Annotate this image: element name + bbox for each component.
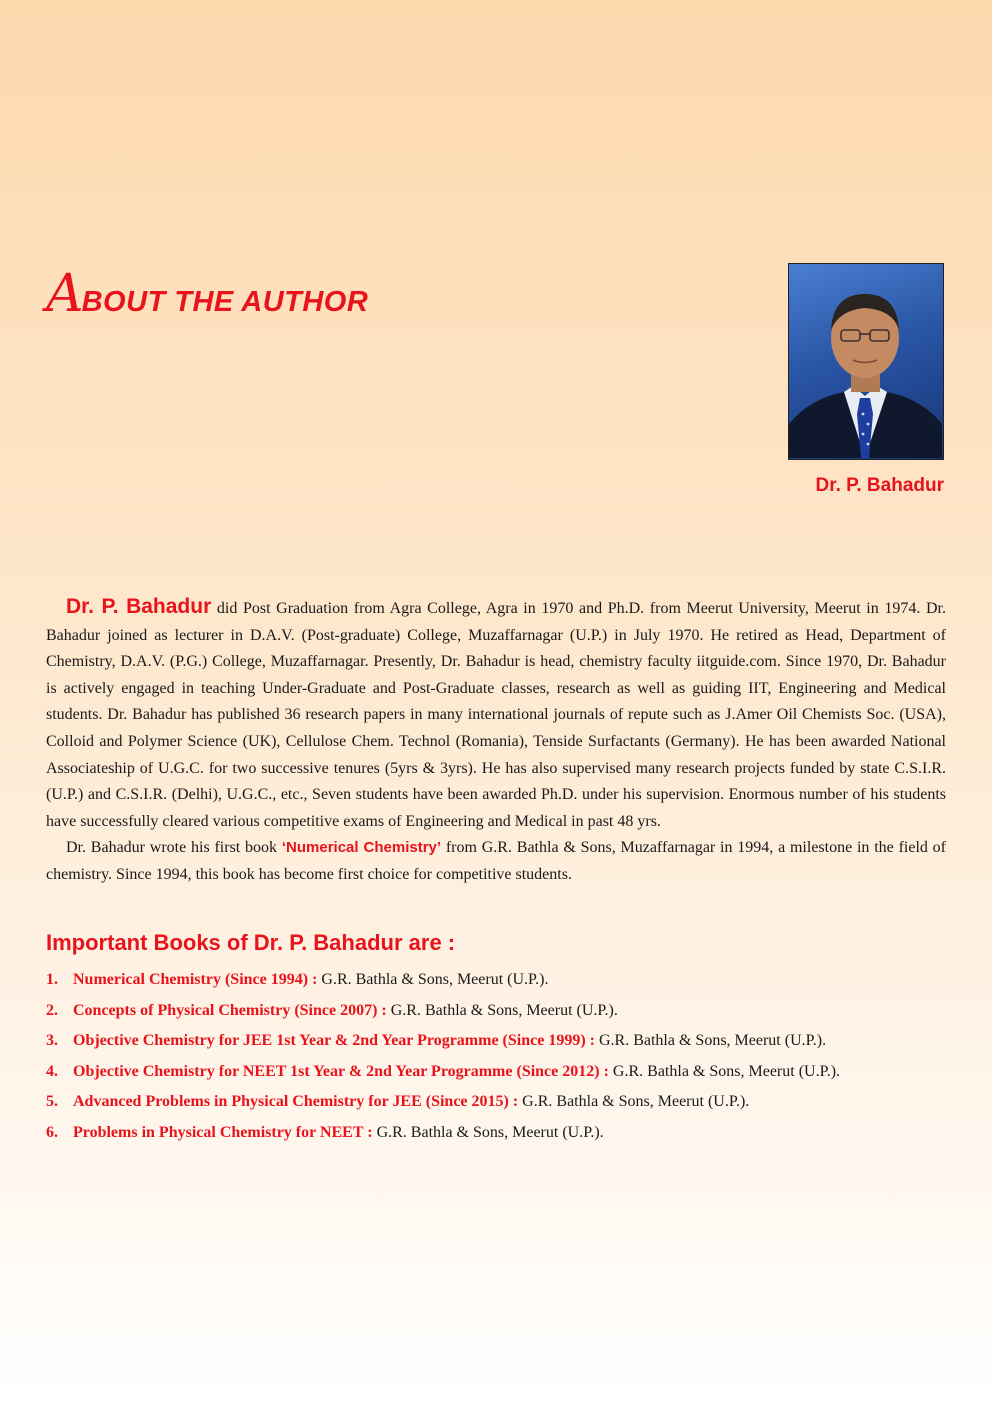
book-number: 2. — [46, 1001, 58, 1019]
bio-paragraph-2 — [46, 835, 946, 888]
book-number: 6. — [46, 1123, 58, 1141]
book-title: Problems in Physical Chemistry for NEET : — [73, 1123, 373, 1141]
book-number: 3. — [46, 1032, 58, 1050]
author-portrait-icon — [789, 264, 942, 458]
author-caption: Dr. P. Bahadur — [815, 475, 944, 496]
list-item — [46, 1121, 946, 1152]
bio-text-2b: from G.R. Bathla & Sons, Muzaffarnagar in 1994, a milestone in the field of chemistry. Since 1994, this book has become first choice for competitive students. — [46, 839, 947, 883]
book-title: Numerical Chemistry (Since 1994) : — [73, 971, 318, 988]
books-section-title: Important Books of Dr. P. Bahadur are : — [46, 930, 456, 955]
book-publisher: G.R. Bathla & Sons, Meerut (U.P.). — [317, 971, 549, 988]
book-title: Concepts of Physical Chemistry (Since 2007) : — [73, 1001, 387, 1019]
list-item — [46, 968, 946, 999]
list-item — [46, 1060, 946, 1091]
book-publisher: G.R. Bathla & Sons, Meerut (U.P.). — [372, 1123, 604, 1141]
book-number: 5. — [46, 1093, 58, 1111]
book-title: Objective Chemistry for NEET 1st Year & 2nd Year Programme (Since 2012) : — [73, 1062, 609, 1080]
author-bio — [46, 594, 946, 889]
book-number: 1. — [46, 971, 58, 988]
page-heading — [46, 264, 369, 324]
book-title: Advanced Problems in Physical Chemistry for JEE (Since 2015) : — [73, 1093, 519, 1111]
author-photo — [788, 263, 944, 460]
book-number: 4. — [46, 1062, 58, 1080]
book-publisher: G.R. Bathla & Sons, Meerut (U.P.). — [518, 1093, 750, 1111]
books-list — [46, 968, 946, 1152]
list-item — [46, 999, 946, 1030]
heading-initial: A — [46, 264, 82, 324]
list-item — [46, 1090, 946, 1121]
bio-paragraph-1 — [46, 594, 946, 835]
book-title: Objective Chemistry for JEE 1st Year & 2nd Year Programme (Since 1999) : — [73, 1032, 595, 1050]
bio-book-reference: ‘Numerical Chemistry’ — [281, 839, 442, 857]
list-item — [46, 1029, 946, 1060]
bio-text-2a: Dr. Bahadur wrote his first book — [66, 839, 282, 857]
bio-author-name: Dr. P. Bahadur — [66, 595, 212, 618]
book-publisher: G.R. Bathla & Sons, Meerut (U.P.). — [594, 1032, 827, 1050]
book-publisher: G.R. Bathla & Sons, Meerut (U.P.). — [608, 1062, 841, 1080]
bio-text-1: did Post Graduation from Agra College, Agra in 1970 and Ph.D. from Meerut University, Meerut in 1974. Dr. Bahadur joined as lecturer in D.A.V. (Post-graduate) College, Muzaffarnagar (U.P.) in July 1970. He retired as Head, Department of Chemistry, D.A.V. (P.G.) College, Muzaffarnagar. Presently, Dr. Bahadur is head, chemistry faculty iitguide.com. Since 1970, Dr. Bahadur is actively engaged in teaching Under-Graduate and Post-Graduate classes, research as well as guiding IIT, Engineering and Medical students. Dr. Bahadur has published 36 research papers in many international journals of repute such as J.Amer Oil Chemists Soc. (USA), Colloid and Polymer Science (UK), Cellulose Chem. Technol (Romania), Tenside Surfactants (Germany). He has been awarded National Associateship of U.G.C. for two successive tenures (5yrs & 3yrs). He has also supervised many research projects funded by state C.S.I.R. (U.P.) and C.S.I.R. (Delhi), U.G.C., etc., Seven students have been awarded Ph.D. under his supervision. Enormous number of his students have successfully cleared various competitive exams of Engineering and Medical in past 48 yrs. — [46, 600, 946, 830]
book-publisher: G.R. Bathla & Sons, Meerut (U.P.). — [386, 1001, 618, 1019]
heading-rest: BOUT THE AUTHOR — [81, 286, 369, 318]
